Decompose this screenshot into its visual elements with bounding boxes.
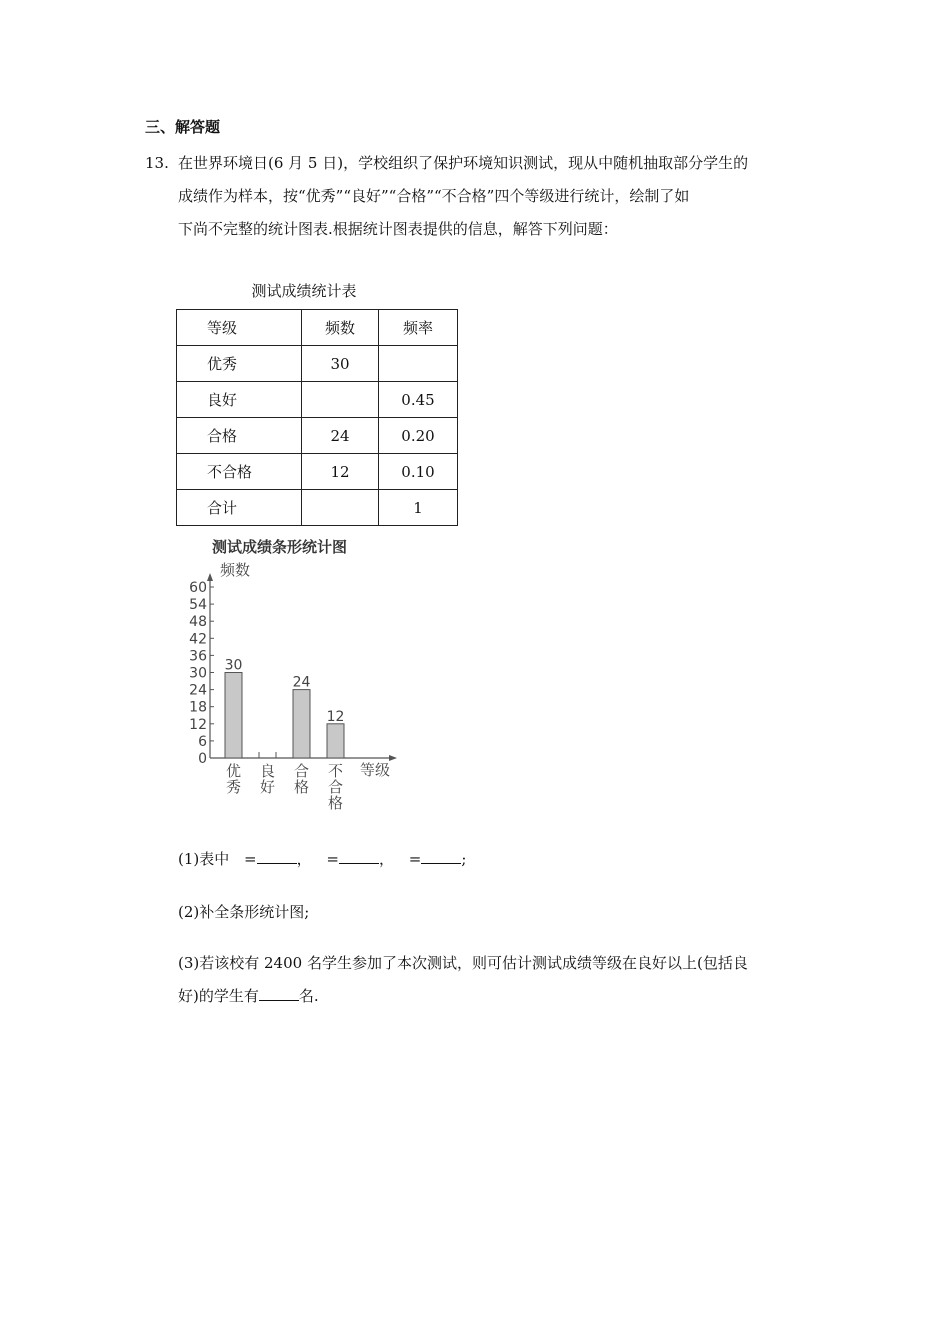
- y-tick-label: 54: [189, 597, 207, 614]
- sub-question-1: [178, 843, 818, 876]
- category-label: 良: [259, 762, 276, 780]
- category-label: 秀: [225, 778, 242, 796]
- equals-sign: =: [244, 850, 257, 868]
- table-cell: 0.10: [379, 454, 458, 490]
- table-cell: [379, 346, 458, 382]
- category-label: 合: [327, 778, 344, 796]
- y-tick-label: 60: [189, 580, 207, 596]
- data-label: 12: [326, 708, 345, 725]
- table-cell: [302, 382, 379, 418]
- table-cell: 0.20: [379, 418, 458, 454]
- y-tick-label: 6: [198, 733, 207, 750]
- y-tick-label: 42: [189, 631, 207, 648]
- sub-question-3-text: 好)的学生有: [178, 987, 259, 1005]
- y-tick-label: 18: [189, 699, 207, 716]
- table-row: [177, 418, 458, 454]
- table-cell: 合计: [177, 490, 302, 526]
- data-label: 30: [224, 657, 243, 674]
- answer-blank[interactable]: [339, 849, 379, 864]
- table-header-cell: 等级: [177, 310, 302, 346]
- answer-blank[interactable]: [259, 986, 299, 1001]
- table-row: [177, 454, 458, 490]
- table-header-cell: 频数: [302, 310, 379, 346]
- table-cell: 0.45: [379, 382, 458, 418]
- question-13: [145, 147, 815, 246]
- category-label: 格: [327, 794, 344, 812]
- y-tick-label: 48: [189, 614, 207, 631]
- y-axis-arrow: [207, 573, 213, 581]
- table-header-row: [177, 310, 458, 346]
- data-label: 24: [292, 674, 311, 691]
- y-tick-label: 0: [198, 751, 207, 767]
- table-cell: 良好: [177, 382, 302, 418]
- sub-question-1-prefix: (1)表中: [178, 850, 230, 868]
- table-cell: 合格: [177, 418, 302, 454]
- x-axis-arrow: [389, 755, 397, 761]
- table-cell: 12: [302, 454, 379, 490]
- question-text: [178, 147, 815, 246]
- sub-question-3-line1: (3)若该校有 2400 名学生参加了本次测试，则可估计测试成绩等级在良好以上(包括良: [178, 954, 748, 972]
- question-line: 下尚不完整的统计图表.根据统计图表提供的信息，解答下列问题：: [178, 220, 618, 238]
- section-title: 三、解答题: [145, 118, 221, 136]
- equals-sign: =: [326, 850, 339, 868]
- bar: [225, 673, 242, 759]
- separator: ，: [296, 850, 312, 868]
- y-axis-label: 频数: [220, 561, 251, 579]
- table-cell: [302, 490, 379, 526]
- answer-blank[interactable]: [421, 849, 461, 864]
- category-label: 格: [293, 778, 310, 796]
- table-caption: 测试成绩统计表: [251, 282, 357, 300]
- table-cell: 30: [302, 346, 379, 382]
- y-tick-label: 36: [189, 648, 207, 665]
- table-cell: 1: [379, 490, 458, 526]
- y-tick-label: 30: [189, 665, 207, 682]
- table-row: [177, 490, 458, 526]
- bar: [293, 690, 310, 758]
- sub-question-3: [178, 947, 818, 1013]
- separator: ;: [461, 850, 467, 868]
- category-label: 优: [225, 762, 242, 780]
- stats-table: [176, 309, 458, 526]
- table-row: [177, 382, 458, 418]
- sub-question-2: (2)补全条形统计图;: [178, 903, 310, 921]
- chart-title: 测试成绩条形统计图: [212, 538, 348, 556]
- bar: [327, 724, 344, 758]
- category-label: 合: [293, 762, 310, 780]
- table-cell: 24: [302, 418, 379, 454]
- table-row: [177, 346, 458, 382]
- separator: ，: [378, 850, 394, 868]
- category-label: 好: [259, 778, 276, 796]
- x-axis-label: 等级: [360, 761, 391, 779]
- y-tick-label: 12: [189, 716, 207, 733]
- table-cell: 优秀: [177, 346, 302, 382]
- y-tick-label: 24: [189, 682, 207, 699]
- category-label: 不: [327, 762, 344, 780]
- sub-question-3-line2: [178, 980, 818, 1013]
- equals-sign: =: [408, 850, 422, 868]
- answer-blank[interactable]: [257, 849, 297, 864]
- sub-question-3-text: 名.: [298, 987, 319, 1005]
- question-line: 成绩作为样本，按“优秀”“良好”“合格”“不合格”四个等级进行统计，绘制了如: [178, 187, 690, 205]
- question-line: 在世界环境日(6 月 5 日)，学校组织了保护环境知识测试，现从中随机抽取部分学生的: [178, 154, 749, 172]
- bar-chart: [180, 532, 410, 822]
- table-cell: 不合格: [177, 454, 302, 490]
- question-number: 13.: [145, 154, 169, 172]
- table-header-cell: 频率: [379, 310, 458, 346]
